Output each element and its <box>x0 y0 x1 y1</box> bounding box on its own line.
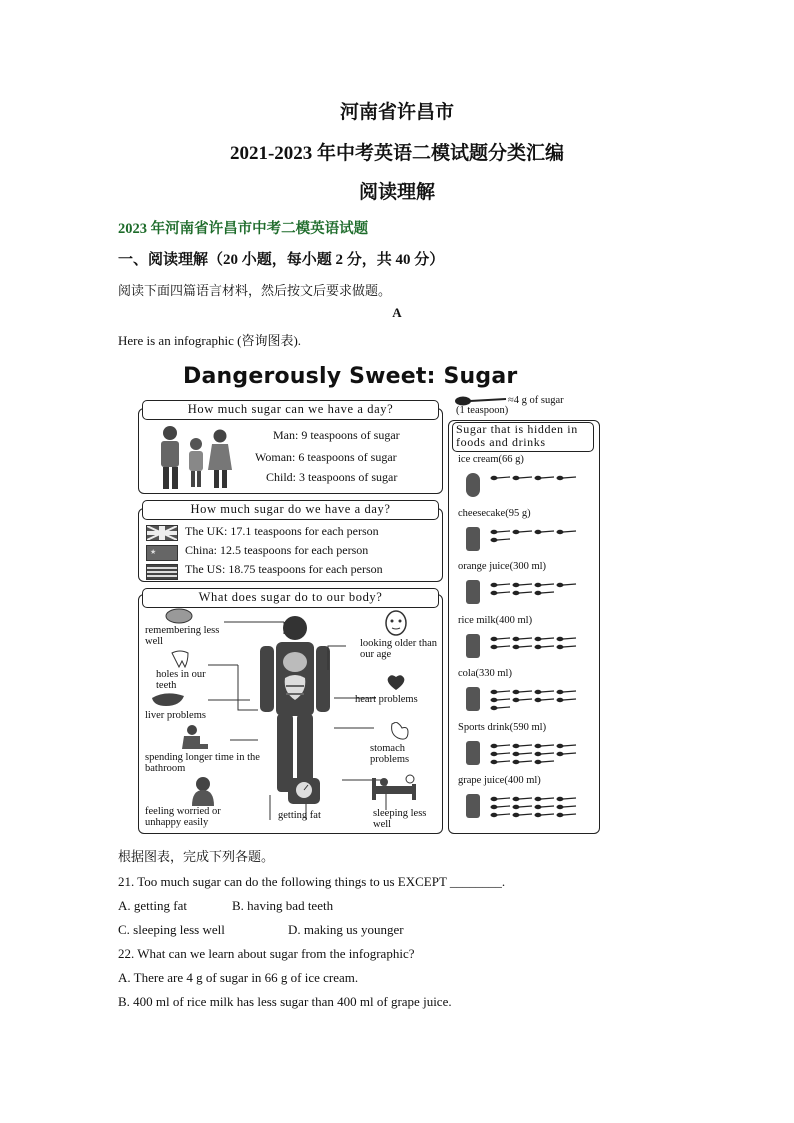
teaspoon-count <box>490 528 590 546</box>
scale-icon <box>286 776 322 806</box>
teaspoon-mark <box>557 797 577 801</box>
teaspoon-mark <box>535 476 555 480</box>
food-label: grape juice(400 ml) <box>458 775 541 786</box>
side-panel-heading: Sugar that is hidden in foods and drinks <box>452 422 594 452</box>
teaspoon-mark <box>513 690 533 694</box>
teaspoon-mark <box>557 476 577 480</box>
teaspoon-mark <box>513 636 533 640</box>
tooth-icon <box>170 650 190 668</box>
worried-person-icon <box>190 776 216 806</box>
teaspoon-mark <box>491 529 511 533</box>
teaspoon-mark <box>491 690 511 694</box>
passage-label: A <box>392 305 402 320</box>
uk-flag-icon <box>146 525 178 541</box>
questions-instruction: 根据图表，完成下列各题。 <box>118 849 275 864</box>
teaspoon-mark <box>535 690 555 694</box>
svg-text:★: ★ <box>150 548 157 556</box>
teaspoon-mark <box>557 751 577 755</box>
teaspoon-mark <box>535 591 555 595</box>
exam-title: 2023 年河南省许昌市中考二模英语试题 <box>118 221 369 237</box>
allowance-man: Man: 9 teaspoons of sugar <box>273 428 400 442</box>
q21-option-c: C. sleeping less well <box>118 922 225 937</box>
teaspoon-mark <box>513 529 533 533</box>
food-label: ice cream(66 g) <box>458 454 524 465</box>
teaspoon-mark <box>535 813 555 817</box>
teaspoon-mark <box>557 743 577 747</box>
teaspoon-mark <box>491 698 511 702</box>
teaspoon-mark <box>491 591 511 595</box>
brain-icon <box>164 608 194 624</box>
q22-option-b: B. 400 ml of rice milk has less sugar than 400 ml of grape juice. <box>118 994 452 1009</box>
teaspoon-mark <box>557 644 577 648</box>
q21-option-b: B. having bad teeth <box>232 898 334 913</box>
teaspoon-count <box>490 742 590 768</box>
teaspoon-mark <box>557 805 577 809</box>
intake-uk: The UK: 17.1 teaspoons for each person <box>185 524 379 538</box>
effect-sleep: sleeping less well <box>373 808 427 830</box>
cheesecake-icon <box>462 523 484 553</box>
effect-bathroom: spending longer time in the bathroom <box>145 752 260 774</box>
infographic-title: Dangerously Sweet: Sugar <box>183 364 518 389</box>
teaspoon-mark <box>513 698 533 702</box>
allowance-woman: Woman: 6 teaspoons of sugar <box>255 450 397 464</box>
teaspoon-count <box>490 474 590 484</box>
teaspoon-mark <box>557 690 577 694</box>
sports-drink-icon <box>462 737 484 767</box>
teaspoon-mark <box>513 476 533 480</box>
allowance-child: Child: 3 teaspoons of sugar <box>266 470 398 484</box>
teaspoon-mark <box>491 805 511 809</box>
teaspoon-mark <box>513 797 533 801</box>
spoon-note-2: (1 teaspoon) <box>456 405 509 416</box>
china-flag-icon <box>146 545 178 561</box>
effect-worried: feeling worried or unhappy easily <box>145 806 221 828</box>
teaspoon-count <box>490 581 590 599</box>
teaspoon-mark <box>491 476 511 480</box>
teaspoon-mark <box>513 759 533 763</box>
teaspoon-mark <box>491 706 511 710</box>
intake-china: China: 12.5 teaspoons for each person <box>185 543 369 557</box>
teaspoon-mark <box>513 813 533 817</box>
teaspoon-count <box>490 688 590 714</box>
q21-option-a: A. getting fat <box>118 898 187 913</box>
effect-teeth: holes in our teeth <box>156 669 206 691</box>
effect-older: looking older than our age <box>360 638 437 660</box>
ice-cream-icon <box>462 469 484 499</box>
effect-liver: liver problems <box>145 710 206 721</box>
part-title: 一、阅读理解（20 小题，每小题 2 分，共 40 分） <box>118 252 445 268</box>
effect-heart: heart problems <box>355 694 418 705</box>
box2-heading: How much sugar do we have a day? <box>142 500 439 520</box>
spoon-note: ≈4 g of sugar <box>508 395 564 406</box>
teaspoon-mark <box>535 759 555 763</box>
food-label: orange juice(300 ml) <box>458 561 547 572</box>
teaspoon-mark <box>491 644 511 648</box>
teaspoon-mark <box>535 583 555 587</box>
orange-juice-icon <box>462 576 484 606</box>
teaspoon-mark <box>513 583 533 587</box>
teaspoon-mark <box>513 743 533 747</box>
doc-title-collection: 2021-2023 年中考英语二模试题分类汇编 <box>229 143 565 164</box>
food-label: cola(330 ml) <box>458 668 512 679</box>
old-face-icon <box>384 610 408 636</box>
teaspoon-mark <box>557 813 577 817</box>
q21-option-d: D. making us younger <box>288 922 404 937</box>
question-22: 22. What can we learn about sugar from the infographic? <box>118 946 415 961</box>
teaspoon-mark <box>535 644 555 648</box>
cola-bottle-icon <box>462 683 484 713</box>
liver-icon <box>150 692 186 708</box>
box3-heading: What does sugar do to our body? <box>142 588 439 608</box>
teaspoon-mark <box>491 537 511 541</box>
teaspoon-mark <box>535 805 555 809</box>
toilet-icon <box>178 724 212 750</box>
teaspoon-mark <box>491 751 511 755</box>
intro-text: Here is an infographic (咨询图表). <box>118 333 302 348</box>
rice-milk-icon <box>462 630 484 660</box>
food-label: rice milk(400 ml) <box>458 614 533 626</box>
effect-memory: remembering less well <box>145 625 220 647</box>
teaspoon-mark <box>535 529 555 533</box>
box1-heading: How much sugar can we have a day? <box>142 400 439 420</box>
food-label: cheesecake(95 g) <box>458 507 531 519</box>
doc-title-city: 河南省许昌市 <box>339 102 454 123</box>
doc-title-section: 阅读理解 <box>358 182 435 203</box>
teaspoon-mark <box>535 698 555 702</box>
teaspoon-count <box>490 795 590 821</box>
bed-icon <box>370 774 420 802</box>
teaspoon-mark <box>513 591 533 595</box>
teaspoon-mark <box>535 636 555 640</box>
teaspoon-mark <box>535 751 555 755</box>
teaspoon-mark <box>535 743 555 747</box>
stomach-icon <box>388 722 410 742</box>
effect-stomach: stomach problems <box>370 743 410 765</box>
teaspoon-mark <box>491 797 511 801</box>
teaspoon-mark <box>491 583 511 587</box>
instruction: 阅读下面四篇语言材料，然后按文后要求做题。 <box>118 283 392 298</box>
sugar-infographic <box>138 362 600 836</box>
teaspoon-mark <box>513 751 533 755</box>
us-flag-icon <box>146 564 178 580</box>
q22-option-a: A. There are 4 g of sugar in 66 g of ice cream. <box>118 970 359 985</box>
food-label: Sports drink(590 ml) <box>458 721 547 733</box>
family-icon <box>152 424 238 492</box>
grape-juice-icon <box>462 790 484 820</box>
effect-fat: getting fat <box>278 810 321 821</box>
teaspoon-mark <box>491 636 511 640</box>
question-21: 21. Too much sugar can do the following things to us EXCEPT ________. <box>118 874 506 889</box>
teaspoon-mark <box>491 743 511 747</box>
teaspoon-mark <box>491 813 511 817</box>
teaspoon-mark <box>513 805 533 809</box>
teaspoon-mark <box>491 759 511 763</box>
intake-us: The US: 18.75 teaspoons for each person <box>185 562 383 576</box>
teaspoon-mark <box>557 698 577 702</box>
teaspoon-mark <box>535 797 555 801</box>
teaspoon-mark <box>557 583 577 587</box>
teaspoon-count <box>490 635 590 653</box>
teaspoon-mark <box>557 529 577 533</box>
teaspoon-mark <box>557 636 577 640</box>
heart-icon <box>386 672 406 692</box>
teaspoon-mark <box>513 644 533 648</box>
